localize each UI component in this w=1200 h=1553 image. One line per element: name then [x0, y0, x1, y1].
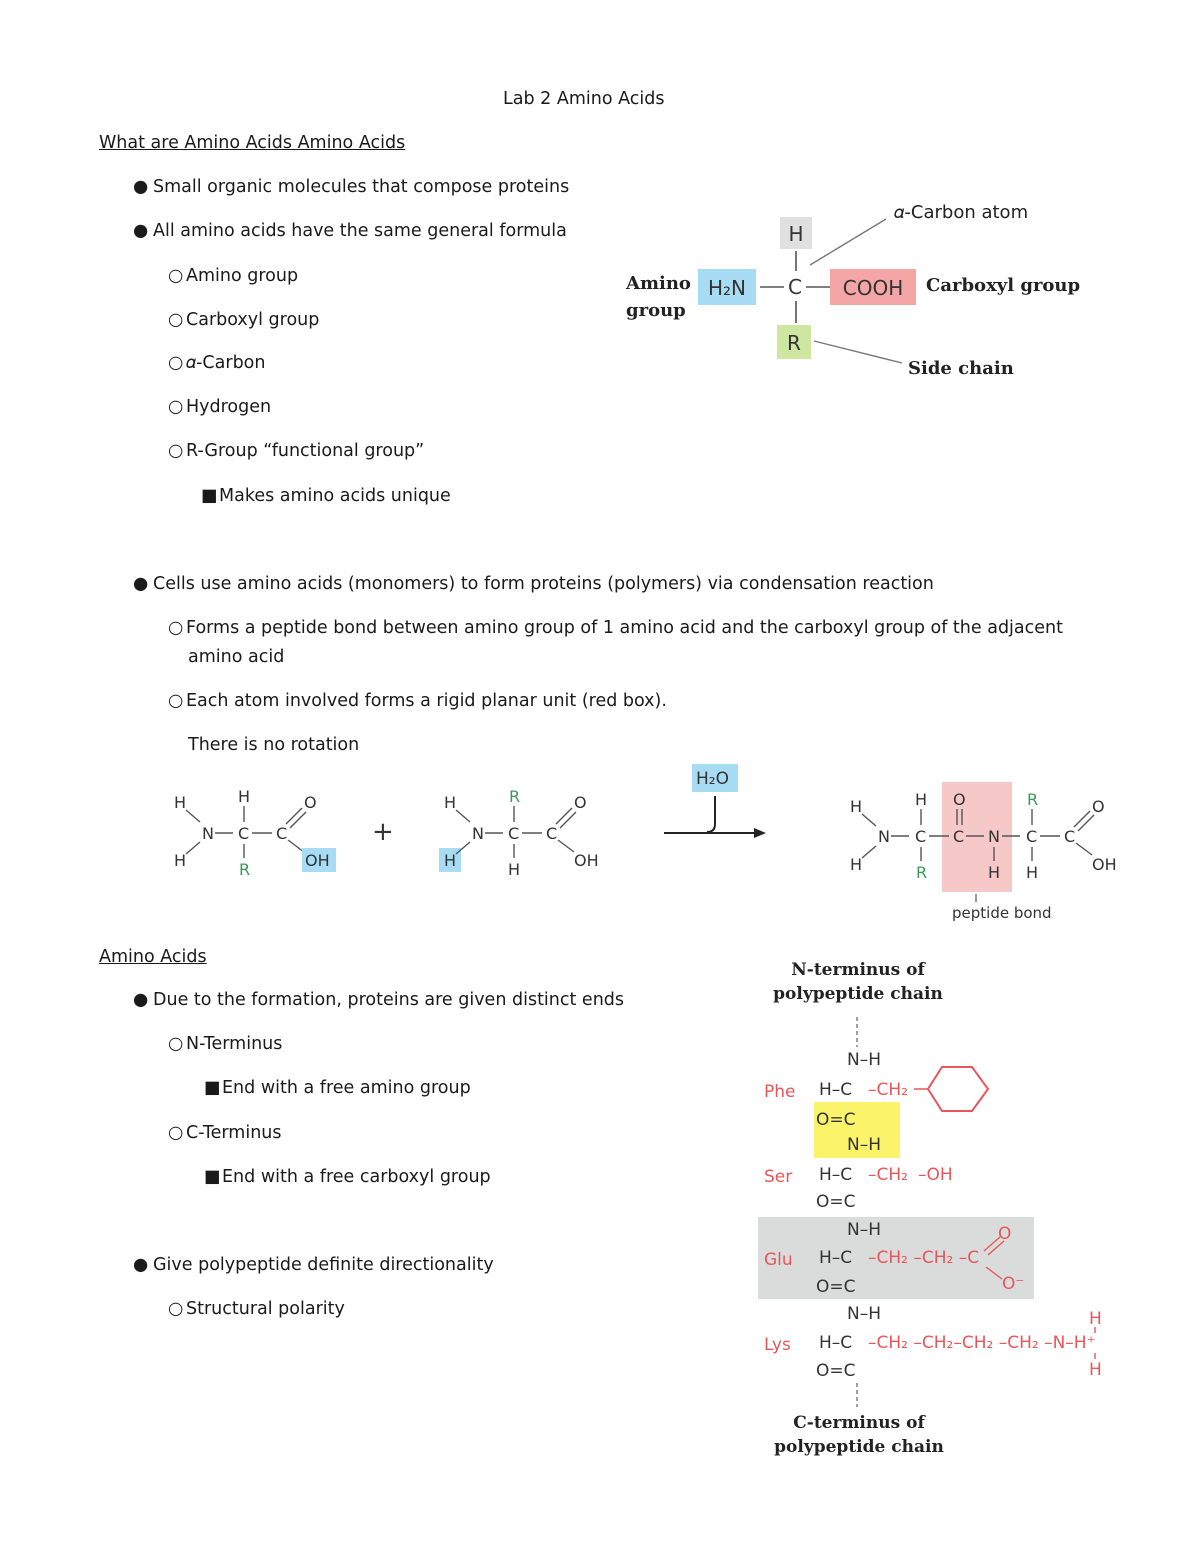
list-item: ■Makes amino acids unique — [201, 486, 451, 506]
svg-text:H: H — [238, 787, 251, 806]
plus-sign: + — [372, 817, 394, 847]
list-item: ○ Structural polarity — [168, 1299, 345, 1319]
svg-text:C: C — [238, 824, 250, 843]
r-label: R — [787, 331, 801, 355]
svg-text:O⁻: O⁻ — [1002, 1274, 1025, 1294]
svg-text:Phe: Phe — [764, 1082, 796, 1102]
svg-text:O=C: O=C — [816, 1110, 856, 1130]
svg-text:O=C: O=C — [816, 1361, 856, 1381]
alpha-carbon-atom-label: 𝛼-Carbon atom — [894, 202, 1029, 223]
svg-text:H–C: H–C — [819, 1080, 853, 1100]
svg-text:H: H — [508, 860, 521, 879]
svg-text:–CH₂ –CH₂ –C: –CH₂ –CH₂ –C — [868, 1248, 980, 1268]
svg-text:N: N — [202, 824, 214, 843]
svg-text:N: N — [878, 827, 890, 846]
list-item: ○ Forms a peptide bond between amino group of 1 amino acid and the carboxyl group of the adjacent — [168, 618, 1063, 638]
alpha-carbon-label: C — [788, 275, 802, 299]
svg-text:H: H — [444, 851, 457, 870]
svg-text:N–H: N–H — [847, 1304, 881, 1324]
section-heading-amino-acids: Amino Acids — [99, 947, 207, 967]
svg-text:H: H — [850, 797, 863, 816]
svg-text:–CH₂: –CH₂ — [868, 1080, 908, 1100]
svg-text:H: H — [1089, 1309, 1102, 1329]
svg-text:C: C — [915, 827, 927, 846]
svg-text:O: O — [574, 793, 587, 812]
svg-text:N: N — [988, 827, 1000, 846]
list-item: amino acid — [188, 647, 285, 667]
dipeptide-product — [850, 782, 1117, 922]
svg-text:Lys: Lys — [764, 1335, 791, 1355]
svg-text:H: H — [174, 851, 187, 870]
carboxyl-group-label: Carboxyl group — [926, 275, 1080, 296]
list-item: ● Give polypeptide definite directionality — [133, 1255, 494, 1275]
list-item: ○ 𝛼-Carbon — [168, 353, 266, 373]
side-chain-label: Side chain — [908, 358, 1014, 379]
section-heading-what-are-amino-acids: What are Amino Acids Amino Acids — [99, 133, 406, 153]
list-item: ○ Hydrogen — [168, 397, 272, 417]
amino-acid-general-formula-figure — [620, 195, 1080, 385]
svg-text:–CH₂: –CH₂ — [868, 1165, 908, 1185]
hydrogen-label: H — [788, 222, 804, 246]
svg-text:O: O — [953, 790, 966, 809]
svg-text:R: R — [1027, 790, 1039, 809]
svg-text:O: O — [1092, 797, 1105, 816]
polypeptide-chain-figure — [752, 955, 1132, 1465]
condensation-reaction-figure — [160, 758, 1140, 928]
list-item: ■End with a free carboxyl group — [204, 1167, 491, 1187]
list-item: ● All amino acids have the same general formula — [133, 221, 567, 241]
amino-acid-2 — [439, 787, 599, 879]
water-label: H₂O — [696, 769, 729, 789]
svg-text:H: H — [988, 863, 1001, 882]
svg-text:H–C: H–C — [819, 1333, 853, 1353]
list-item: ○ Each atom involved forms a rigid planar unit (red box). — [168, 691, 667, 711]
h2n-label: H₂N — [707, 276, 747, 300]
list-item: ○ N-Terminus — [168, 1034, 283, 1054]
svg-text:OH: OH — [305, 851, 330, 870]
svg-text:O=C: O=C — [816, 1192, 856, 1212]
svg-text:O: O — [998, 1224, 1012, 1244]
svg-text:N: N — [472, 824, 484, 843]
svg-text:–CH₂ –CH₂–CH₂ –CH₂ –N–H⁺: –CH₂ –CH₂–CH₂ –CH₂ –N–H⁺ — [868, 1333, 1096, 1353]
svg-text:H: H — [1089, 1360, 1102, 1380]
svg-text:OH: OH — [574, 851, 599, 870]
svg-text:C: C — [546, 824, 558, 843]
svg-text:R: R — [509, 787, 521, 806]
svg-text:H: H — [850, 855, 863, 874]
svg-text:OH: OH — [1092, 855, 1117, 874]
svg-text:O: O — [304, 793, 317, 812]
svg-text:H–C: H–C — [819, 1165, 853, 1185]
n-terminus-label-line2: polypeptide chain — [773, 984, 943, 1004]
list-item: ○ Carboxyl group — [168, 310, 320, 330]
n-terminus-label-line1: N-terminus of — [791, 960, 925, 980]
svg-text:Ser: Ser — [764, 1167, 793, 1187]
list-item: ● Due to the formation, proteins are given distinct ends — [133, 990, 625, 1010]
list-item: ○ Amino group — [168, 266, 299, 286]
residue-ser — [764, 1165, 953, 1212]
side-chain-pointer — [814, 341, 902, 363]
cooh-label: COOH — [842, 276, 904, 300]
list-item: ● Cells use amino acids (monomers) to form proteins (polymers) via condensation reaction — [133, 574, 934, 594]
page-title: Lab 2 Amino Acids — [503, 89, 665, 109]
svg-text:N–H: N–H — [847, 1220, 881, 1240]
svg-text:H: H — [915, 790, 928, 809]
svg-text:C: C — [1026, 827, 1038, 846]
c-terminus-label-line1: C-terminus of — [793, 1413, 925, 1433]
svg-text:C: C — [276, 824, 288, 843]
svg-text:Glu: Glu — [764, 1250, 793, 1270]
svg-text:C: C — [1064, 827, 1076, 846]
svg-text:H: H — [174, 793, 187, 812]
svg-text:C: C — [953, 827, 965, 846]
svg-text:–OH: –OH — [918, 1165, 953, 1185]
svg-text:R: R — [916, 863, 928, 882]
svg-text:N–H: N–H — [847, 1135, 881, 1155]
c-terminus-label-line2: polypeptide chain — [774, 1437, 944, 1457]
list-item: There is no rotation — [188, 735, 360, 755]
peptide-bond-label: peptide bond — [952, 904, 1052, 922]
svg-text:C: C — [508, 824, 520, 843]
svg-text:O=C: O=C — [816, 1277, 856, 1297]
reaction-arrow — [664, 764, 766, 838]
svg-text:R: R — [239, 860, 251, 879]
residue-lys — [764, 1304, 1102, 1381]
svg-text:H: H — [1026, 863, 1039, 882]
amino-group-label-line2: group — [626, 300, 686, 321]
svg-text:N–H: N–H — [847, 1050, 881, 1070]
amino-acid-1 — [174, 787, 336, 879]
alpha-carbon-pointer — [810, 219, 886, 265]
list-item: ○ C-Terminus — [168, 1123, 282, 1143]
svg-text:H: H — [444, 793, 457, 812]
list-item: ○ R-Group “functional group” — [168, 441, 425, 461]
svg-text:H–C: H–C — [819, 1248, 853, 1268]
amino-group-label-line1: Amino — [626, 273, 691, 294]
list-item: ■End with a free amino group — [204, 1078, 471, 1098]
list-item: ● Small organic molecules that compose proteins — [133, 177, 570, 197]
